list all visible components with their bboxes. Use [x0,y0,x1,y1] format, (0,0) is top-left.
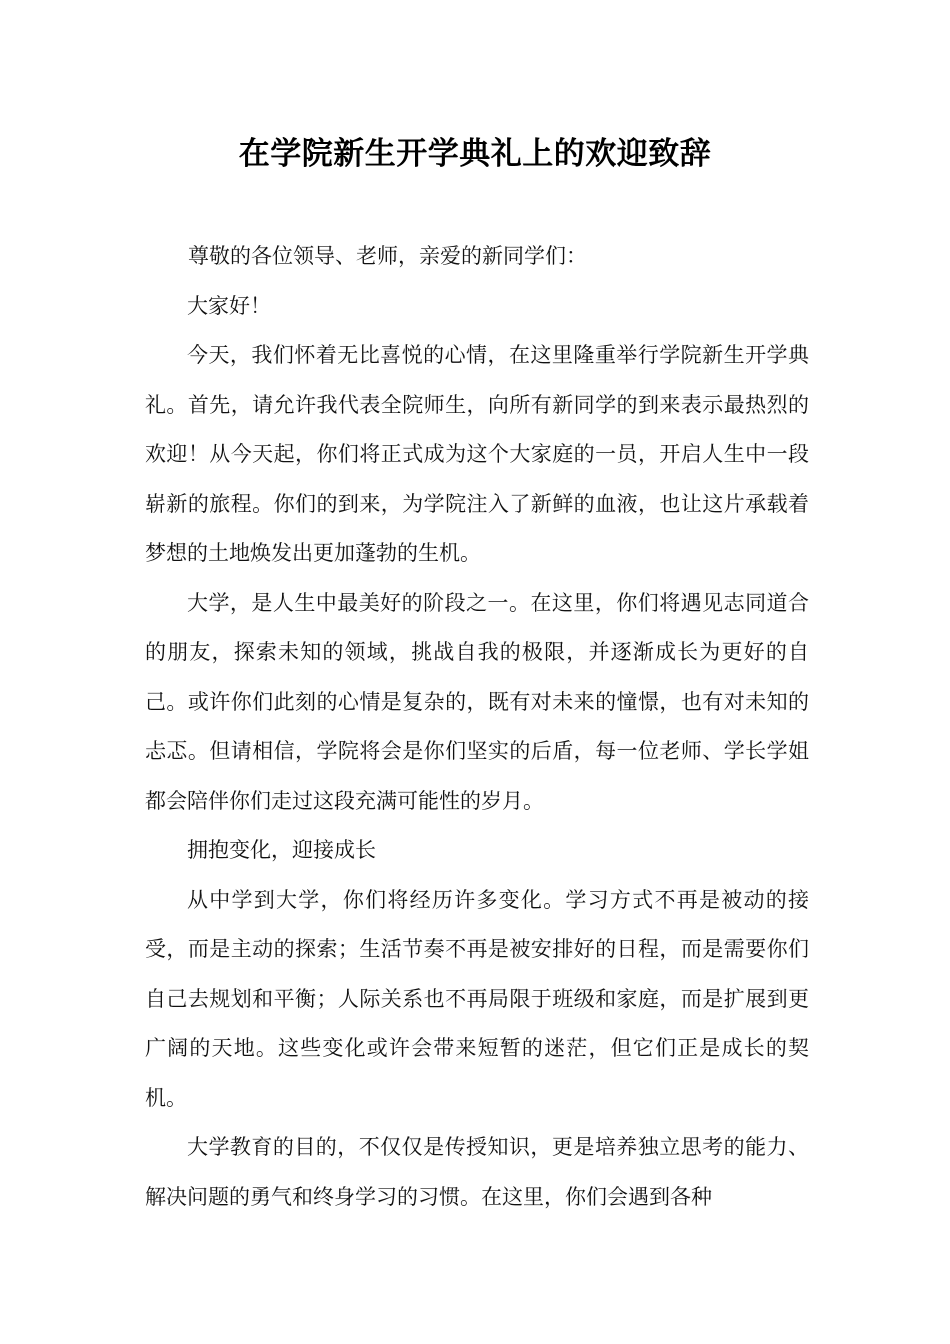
document-body [145,232,809,1222]
paragraph-welcome: 今天，我们怀着无比喜悦的心情，在这里隆重举行学院新生开学典礼。首先，请允许我代表全院师生，向所有新同学的到来表示最热烈的欢迎！从今天起，你们将正式成为这个大家庭的一员，开启人生中一段崭新的旅程。你们的到来，为学院注入了新鲜的血液，也让这片承载着梦想的土地焕发出更加蓬勃的生机。 [145,343,809,565]
section-heading-embrace-change: 拥抱变化，迎接成长 [187,838,376,862]
paragraph-education-purpose: 大学教育的目的，不仅仅是传授知识，更是培养独立思考的能力、解决问题的勇气和终身学习的习惯。在这里，你们会遇到各种 [145,1135,809,1209]
document-title: 在学院新生开学典礼上的欢迎致辞 [238,136,712,172]
paragraph-greeting: 大家好！ [187,293,271,318]
paragraph-university-life: 大学，是人生中最美好的阶段之一。在这里，你们将遇见志同道合的朋友，探索未知的领域，挑战自我的极限，并逐渐成长为更好的自己。或许你们此刻的心情是复杂的，既有对未来的憧憬，也有对未知的忐忑。但请相信，学院将会是你们坚实的后盾，每一位老师、学长学姐都会陪伴你们走过这段充满可能性的岁月。 [145,590,809,813]
paragraph-changes: 从中学到大学，你们将经历许多变化。学习方式不再是被动的接受，而是主动的探索；生活节奏不再是被安排好的日程，而是需要你们自己去规划和平衡；人际关系也不再局限于班级和家庭，而是扩展到更广阔的天地。这些变化或许会带来短暂的迷茫，但它们正是成长的契机。 [145,887,809,1110]
paragraph-salutation: 尊敬的各位领导、老师，亲爱的新同学们： [188,244,588,268]
